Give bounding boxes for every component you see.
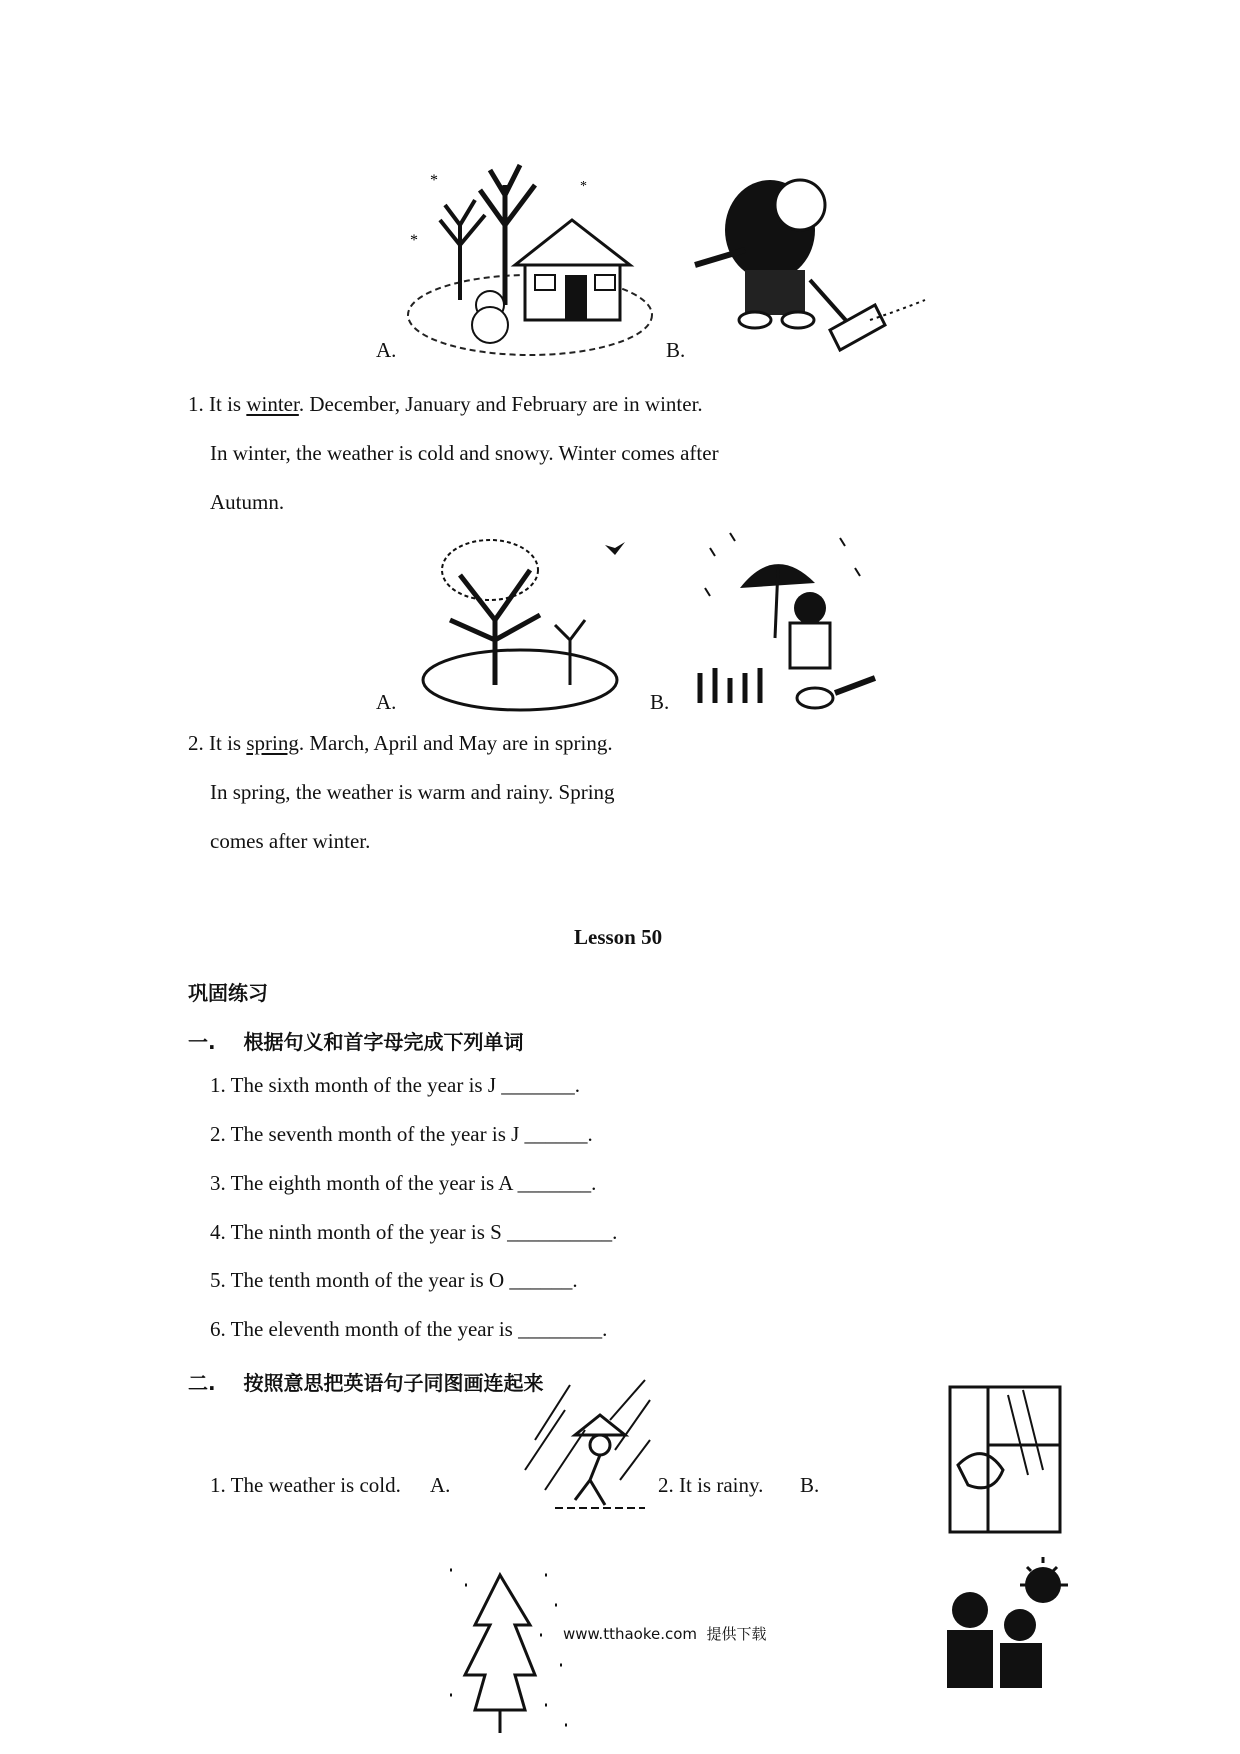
exercise-item: 6. The eleventh month of the year is ________.: [210, 1317, 608, 1341]
matching-label-b: B.: [800, 1473, 820, 1497]
picture-label-a: A.: [376, 338, 397, 362]
picture-label-b: B.: [650, 690, 670, 714]
reading-paragraph-1-line-3: Autumn.: [210, 490, 285, 514]
rainy-man-picture: [525, 1380, 650, 1515]
picture-label-b: B.: [666, 338, 686, 362]
snowy-tree-picture: [445, 1565, 575, 1735]
matching-label-a: A.: [430, 1473, 451, 1497]
exercise-item: 1. The sixth month of the year is J _______.: [210, 1073, 580, 1097]
reading-paragraph-2-line-1: 2. It is spring. March, April and May are in spring.: [188, 731, 613, 755]
winter-house-picture: [400, 165, 650, 360]
exercise-item: 5. The tenth month of the year is O ______.: [210, 1268, 578, 1292]
matching-sentence-1: 1. The weather is cold.: [210, 1473, 401, 1497]
reading-paragraph-2-line-3: comes after winter.: [210, 829, 371, 853]
matching-sentence-2: 2. It is rainy.: [658, 1473, 764, 1497]
svg-text:*: *: [410, 232, 418, 249]
answer-word-winter: winter: [246, 392, 299, 416]
exercise-item: 4. The ninth month of the year is S __________.: [210, 1220, 618, 1244]
umbrella-rain-picture: [690, 528, 880, 713]
shoveling-snow-picture: [690, 170, 930, 360]
reading-paragraph-1-line-1: 1. It is winter. December, January and February are in winter.: [188, 392, 703, 416]
exercise-item: 2. The seventh month of the year is J ______.: [210, 1122, 593, 1146]
svg-text:*: *: [430, 172, 438, 189]
lesson-title: Lesson 50: [574, 925, 663, 949]
picture-label-a: A.: [376, 690, 397, 714]
reading-paragraph-2-line-2: In spring, the weather is warm and rainy. Spring: [210, 780, 615, 804]
exercise-item: 3. The eighth month of the year is A _______.: [210, 1171, 597, 1195]
svg-text:*: *: [580, 179, 587, 194]
sunny-people-picture: [925, 1555, 1070, 1690]
window-rain-picture: [948, 1385, 1063, 1535]
answer-word-spring: spring: [246, 731, 299, 755]
spring-tree-picture: [420, 530, 640, 715]
part-1-heading: 一. 根据句义和首字母完成下列单词: [188, 1030, 524, 1054]
footer-source-text: www.tthaoke.com 提供下载: [563, 1625, 767, 1643]
part-2-heading: 二. 按照意思把英语句子同图画连起来: [188, 1371, 544, 1395]
section-heading: 巩固练习: [188, 981, 268, 1005]
reading-paragraph-1-line-2: In winter, the weather is cold and snowy. Winter comes after: [210, 441, 719, 465]
